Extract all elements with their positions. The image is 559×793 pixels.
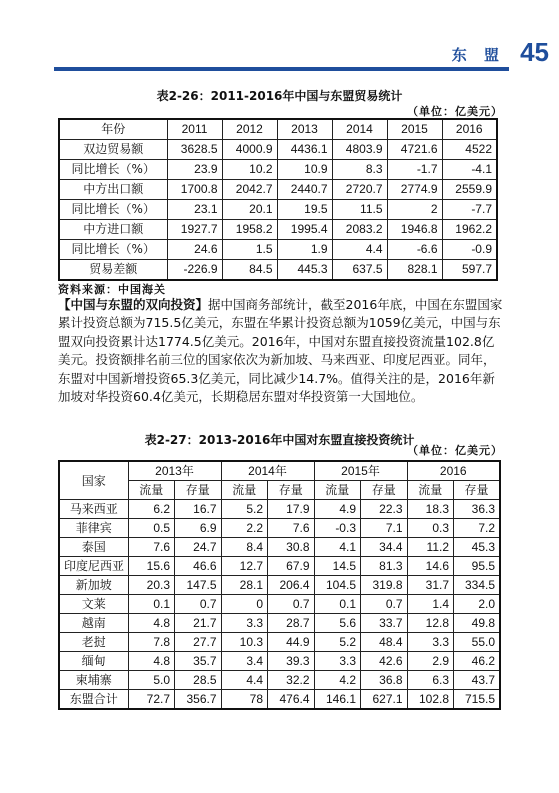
row-label: 文莱 (59, 595, 128, 614)
table-cell: 4000.9 (222, 140, 277, 160)
table-cell: 10.2 (222, 160, 277, 180)
table-cell: 84.5 (222, 260, 277, 281)
table-row (59, 180, 497, 200)
table-cell: 8.3 (332, 160, 387, 180)
year-header: 2014年 (221, 461, 314, 481)
table-cell: 6.3 (407, 671, 454, 690)
year-header: 2016 (407, 461, 500, 481)
row-label: 双边贸易额 (59, 140, 167, 160)
table-cell: 3.3 (314, 652, 361, 671)
row-label: 泰国 (59, 538, 128, 557)
table-cell: 7.6 (128, 538, 175, 557)
table-cell: 28.5 (175, 671, 222, 690)
table-cell: 6.9 (175, 519, 222, 538)
table-cell: 43.7 (454, 671, 501, 690)
table-row (59, 260, 497, 281)
table-row (59, 690, 500, 710)
table-cell: -0.3 (314, 519, 361, 538)
table-cell: 2.0 (454, 595, 501, 614)
table-cell: 55.0 (454, 633, 501, 652)
table-row (59, 519, 500, 538)
table-cell: 23.9 (167, 160, 222, 180)
table-cell: 4.4 (221, 671, 268, 690)
table-cell: 36.3 (454, 500, 501, 519)
paragraph-title: 【中国与东盟的双向投资】 (58, 297, 209, 312)
table-row (59, 633, 500, 652)
table-cell: 34.4 (361, 538, 408, 557)
table-cell: 24.7 (175, 538, 222, 557)
table-cell: 0.1 (128, 595, 175, 614)
year-header: 2015年 (314, 461, 407, 481)
table-cell: 4522 (442, 140, 497, 160)
table-cell: 2.9 (407, 652, 454, 671)
table-cell: 1927.7 (167, 220, 222, 240)
table1-source: 资料来源：中国海关 (58, 283, 166, 296)
table-cell: 14.5 (314, 557, 361, 576)
table-cell: 147.5 (175, 576, 222, 595)
table2-unit: （单位：亿美元） (407, 444, 503, 457)
row-label: 缅甸 (59, 652, 128, 671)
table-cell: 81.3 (361, 557, 408, 576)
table-cell: 2083.2 (332, 220, 387, 240)
table-cell: 67.9 (268, 557, 315, 576)
header-rule (54, 67, 509, 71)
table-cell: 6.2 (128, 500, 175, 519)
table-cell: 4.8 (128, 652, 175, 671)
table-cell: 3.4 (221, 652, 268, 671)
table-cell: 1700.8 (167, 180, 222, 200)
table-cell: 1995.4 (277, 220, 332, 240)
row-label: 新加坡 (59, 576, 128, 595)
table-cell: 20.3 (128, 576, 175, 595)
table-row (59, 671, 500, 690)
table-cell: 8.4 (221, 538, 268, 557)
table-cell: 102.8 (407, 690, 454, 710)
table-cell: 0.5 (128, 519, 175, 538)
table-cell: 715.5 (454, 690, 501, 710)
row-label: 老挝 (59, 633, 128, 652)
table-cell: 15.6 (128, 557, 175, 576)
table-cell: 0.1 (314, 595, 361, 614)
country-header: 国家 (59, 461, 128, 500)
table-cell: -0.9 (442, 240, 497, 260)
table-cell: -6.6 (387, 240, 442, 260)
sub-header: 流量 (221, 481, 268, 500)
table-cell: -7.7 (442, 200, 497, 220)
column-header: 2014 (332, 119, 387, 140)
table-cell: 7.6 (268, 519, 315, 538)
table-cell: 27.7 (175, 633, 222, 652)
table-cell: 14.6 (407, 557, 454, 576)
table-cell: 4.9 (314, 500, 361, 519)
table-cell: 31.7 (407, 576, 454, 595)
table-cell: 22.3 (361, 500, 408, 519)
row-label: 菲律宾 (59, 519, 128, 538)
table-cell: 11.2 (407, 538, 454, 557)
table-cell: 5.2 (221, 500, 268, 519)
row-label: 贸易差额 (59, 260, 167, 281)
row-label: 柬埔寨 (59, 671, 128, 690)
table-cell: 78 (221, 690, 268, 710)
table-cell: 11.5 (332, 200, 387, 220)
table-row (59, 595, 500, 614)
table-cell: 3.3 (221, 614, 268, 633)
table-cell: 1.5 (222, 240, 277, 260)
table1-caption: 表2-26：2011-2016年中国与东盟贸易统计 (156, 89, 403, 103)
table-cell: 44.9 (268, 633, 315, 652)
table-cell: 206.4 (268, 576, 315, 595)
table-cell: 1962.2 (442, 220, 497, 240)
table-cell: 4803.9 (332, 140, 387, 160)
table-cell: 597.7 (442, 260, 497, 281)
table-cell: 72.7 (128, 690, 175, 710)
table-cell: 4436.1 (277, 140, 332, 160)
table-cell: 0 (221, 595, 268, 614)
table-cell: 0.7 (361, 595, 408, 614)
table2-caption: 表2-27：2013-2016年中国对东盟直接投资统计 (144, 433, 415, 447)
table-cell: 28.7 (268, 614, 315, 633)
table-cell: 828.1 (387, 260, 442, 281)
table-cell: 104.5 (314, 576, 361, 595)
column-header: 2015 (387, 119, 442, 140)
trade-table (58, 118, 498, 281)
column-header: 2012 (222, 119, 277, 140)
table-cell: -1.7 (387, 160, 442, 180)
table-cell: 7.8 (128, 633, 175, 652)
table-cell: 17.9 (268, 500, 315, 519)
table-cell: 36.8 (361, 671, 408, 690)
table-cell: 2774.9 (387, 180, 442, 200)
table-cell: 95.5 (454, 557, 501, 576)
table-cell: 49.8 (454, 614, 501, 633)
table-cell: 28.1 (221, 576, 268, 595)
table-header-row (59, 119, 497, 140)
table-row (59, 220, 497, 240)
investment-paragraph (58, 296, 504, 406)
table-cell: 42.6 (361, 652, 408, 671)
table-cell: 0.3 (407, 519, 454, 538)
table-row (59, 614, 500, 633)
column-header: 年份 (59, 119, 167, 140)
table-cell: 5.2 (314, 633, 361, 652)
sub-header: 存量 (454, 481, 501, 500)
table-cell: 48.4 (361, 633, 408, 652)
row-label: 中方出口额 (59, 180, 167, 200)
table-cell: 0.7 (175, 595, 222, 614)
table-cell: 2720.7 (332, 180, 387, 200)
table-cell: 334.5 (454, 576, 501, 595)
section-title: 东 盟 (451, 46, 505, 64)
table-cell: 18.3 (407, 500, 454, 519)
table-cell: 23.1 (167, 200, 222, 220)
table-cell: 20.1 (222, 200, 277, 220)
table-cell: 4721.6 (387, 140, 442, 160)
table-cell: 7.1 (361, 519, 408, 538)
row-label: 马来西亚 (59, 500, 128, 519)
column-header: 2016 (442, 119, 497, 140)
table-cell: 1958.2 (222, 220, 277, 240)
table-row (59, 160, 497, 180)
investment-table (58, 460, 501, 710)
table-cell: 21.7 (175, 614, 222, 633)
table-cell: 35.7 (175, 652, 222, 671)
table-cell: -226.9 (167, 260, 222, 281)
table-row (59, 500, 500, 519)
table-row (59, 140, 497, 160)
table-cell: 3.3 (407, 633, 454, 652)
table-cell: 445.3 (277, 260, 332, 281)
table-cell: 319.8 (361, 576, 408, 595)
table-cell: 2.2 (221, 519, 268, 538)
table-cell: 4.1 (314, 538, 361, 557)
sub-header: 存量 (268, 481, 315, 500)
table-cell: 2042.7 (222, 180, 277, 200)
table-row (59, 557, 500, 576)
row-label: 同比增长（%） (59, 160, 167, 180)
row-label: 中方进口额 (59, 220, 167, 240)
table-cell: 45.3 (454, 538, 501, 557)
table-cell: 637.5 (332, 260, 387, 281)
sub-header: 存量 (361, 481, 408, 500)
table-cell: 2440.7 (277, 180, 332, 200)
column-header: 2011 (167, 119, 222, 140)
table-row (59, 538, 500, 557)
table-cell: 1.4 (407, 595, 454, 614)
year-header: 2013年 (128, 461, 221, 481)
table-cell: 3628.5 (167, 140, 222, 160)
table-cell: 476.4 (268, 690, 315, 710)
table-cell: 4.2 (314, 671, 361, 690)
row-label: 同比增长（%） (59, 240, 167, 260)
table-cell: 7.2 (454, 519, 501, 538)
row-label: 越南 (59, 614, 128, 633)
sub-header: 流量 (407, 481, 454, 500)
table-cell: 16.7 (175, 500, 222, 519)
table-cell: 10.3 (221, 633, 268, 652)
table-cell: 12.8 (407, 614, 454, 633)
table-row (59, 576, 500, 595)
table-cell: 10.9 (277, 160, 332, 180)
table-cell: 46.6 (175, 557, 222, 576)
paragraph-body: 据中国商务部统计，截至2016年底，中国在东盟国家累计投资总额为715.5亿美元，东盟在华累计投资总额为1059亿美元，中国与东盟双向投资累计达1774.5亿美元。2016年，中国对东盟直接投资流量102.8亿美元。投资额排名前三位的国家依次为新加坡、马来西亚、印度尼西亚。同年，东盟对中国新增投资65.3亿美元，同比减少14.7%。值得关注的是，2016年新加坡对华投资60.4亿美元，长期稳居东盟对华投资第一大国地位。 (58, 297, 503, 405)
table-cell: 32.2 (268, 671, 315, 690)
table-cell: 627.1 (361, 690, 408, 710)
row-label: 印度尼西亚 (59, 557, 128, 576)
table-row (59, 240, 497, 260)
table-cell: 1.9 (277, 240, 332, 260)
table-cell: 0.7 (268, 595, 315, 614)
table-cell: 24.6 (167, 240, 222, 260)
row-label: 同比增长（%） (59, 200, 167, 220)
sub-header: 流量 (128, 481, 175, 500)
row-label: 东盟合计 (59, 690, 128, 710)
table-cell: 4.4 (332, 240, 387, 260)
table-header-row (59, 461, 500, 481)
table-cell: 5.0 (128, 671, 175, 690)
table-cell: 19.5 (277, 200, 332, 220)
table-cell: 356.7 (175, 690, 222, 710)
table-cell: 30.8 (268, 538, 315, 557)
table-cell: 1946.8 (387, 220, 442, 240)
table-cell: 146.1 (314, 690, 361, 710)
page-number: 45 (520, 37, 549, 67)
sub-header: 流量 (314, 481, 361, 500)
table-cell: -4.1 (442, 160, 497, 180)
table-row (59, 652, 500, 671)
table-cell: 39.3 (268, 652, 315, 671)
table1-unit: （单位：亿美元） (407, 105, 503, 118)
table-cell: 46.2 (454, 652, 501, 671)
table-cell: 4.8 (128, 614, 175, 633)
table-cell: 2559.9 (442, 180, 497, 200)
table-row (59, 200, 497, 220)
sub-header: 存量 (175, 481, 222, 500)
column-header: 2013 (277, 119, 332, 140)
table-cell: 5.6 (314, 614, 361, 633)
table-cell: 33.7 (361, 614, 408, 633)
table-cell: 12.7 (221, 557, 268, 576)
table-cell: 2 (387, 200, 442, 220)
